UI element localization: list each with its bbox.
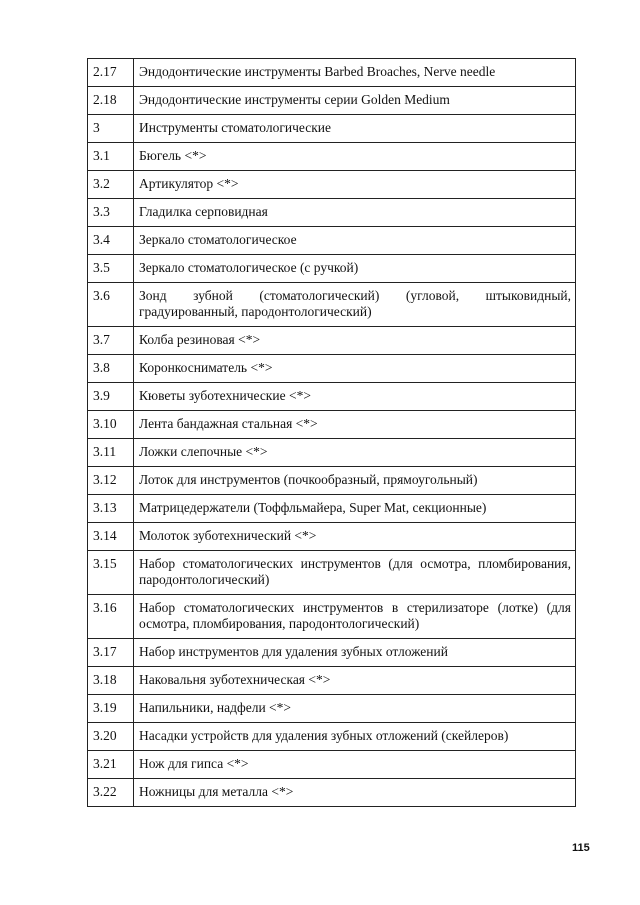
row-number-cell: 3.13 [88,495,134,523]
row-number-cell: 3.3 [88,199,134,227]
item-name-cell: Молоток зуботехнический <*> [134,523,576,551]
table-row [88,779,576,807]
table-row [88,667,576,695]
table-row [88,467,576,495]
table-row [88,255,576,283]
item-name-cell: Насадки устройств для удаления зубных отложений (скейлеров) [134,723,576,751]
table-row [88,327,576,355]
table-row [88,551,576,595]
row-number-cell: 3.12 [88,467,134,495]
table-row [88,143,576,171]
table-row [88,283,576,327]
item-name-cell: Артикулятор <*> [134,171,576,199]
row-number-cell: 3.18 [88,667,134,695]
table-row [88,639,576,667]
row-number-cell: 3.20 [88,723,134,751]
table-row [88,115,576,143]
item-name-cell: Инструменты стоматологические [134,115,576,143]
item-name-cell: Набор инструментов для удаления зубных отложений [134,639,576,667]
row-number-cell: 2.17 [88,59,134,87]
page-number: 115 [572,842,590,854]
item-name-cell: Лоток для инструментов (почкообразный, прямоугольный) [134,467,576,495]
item-name-cell: Лента бандажная стальная <*> [134,411,576,439]
table-row [88,383,576,411]
equipment-table [87,58,576,807]
row-number-cell: 2.18 [88,87,134,115]
table-row [88,199,576,227]
row-number-cell: 3.7 [88,327,134,355]
item-name-cell: Наковальня зуботехническая <*> [134,667,576,695]
item-name-cell: Зонд зубной (стоматологический) (угловой, штыковидный, градуированный, пародонтологический) [134,283,576,327]
row-number-cell: 3.14 [88,523,134,551]
item-name-cell: Колба резиновая <*> [134,327,576,355]
item-name-cell: Матрицедержатели (Тоффльмайера, Super Mat, секционные) [134,495,576,523]
table-row [88,695,576,723]
table-row [88,723,576,751]
item-name-cell: Эндодонтические инструменты серии Golden Medium [134,87,576,115]
item-name-cell: Ножницы для металла <*> [134,779,576,807]
table-row [88,411,576,439]
item-name-cell: Зеркало стоматологическое (с ручкой) [134,255,576,283]
row-number-cell: 3.17 [88,639,134,667]
item-name-cell: Гладилка серповидная [134,199,576,227]
item-name-cell: Нож для гипса <*> [134,751,576,779]
row-number-cell: 3.6 [88,283,134,327]
row-number-cell: 3.5 [88,255,134,283]
row-number-cell: 3.2 [88,171,134,199]
row-number-cell: 3.19 [88,695,134,723]
item-name-cell: Бюгель <*> [134,143,576,171]
table-row [88,595,576,639]
equipment-table-body [88,59,576,807]
row-number-cell: 3 [88,115,134,143]
row-number-cell: 3.9 [88,383,134,411]
row-number-cell: 3.22 [88,779,134,807]
item-name-cell: Кюветы зуботехнические <*> [134,383,576,411]
row-number-cell: 3.21 [88,751,134,779]
item-name-cell: Набор стоматологических инструментов (для осмотра, пломбирования, пародонтологический) [134,551,576,595]
row-number-cell: 3.16 [88,595,134,639]
row-number-cell: 3.1 [88,143,134,171]
table-row [88,87,576,115]
item-name-cell: Зеркало стоматологическое [134,227,576,255]
item-name-cell: Ложки слепочные <*> [134,439,576,467]
table-row [88,523,576,551]
table-row [88,355,576,383]
table-row [88,495,576,523]
row-number-cell: 3.11 [88,439,134,467]
row-number-cell: 3.10 [88,411,134,439]
table-row [88,171,576,199]
row-number-cell: 3.4 [88,227,134,255]
row-number-cell: 3.8 [88,355,134,383]
item-name-cell: Напильники, надфели <*> [134,695,576,723]
table-row [88,751,576,779]
table-row [88,439,576,467]
row-number-cell: 3.15 [88,551,134,595]
table-row [88,227,576,255]
item-name-cell: Эндодонтические инструменты Barbed Broaches, Nerve needle [134,59,576,87]
item-name-cell: Коронкосниматель <*> [134,355,576,383]
table-row [88,59,576,87]
item-name-cell: Набор стоматологических инструментов в стерилизаторе (лотке) (для осмотра, пломбирования, пародонтологический) [134,595,576,639]
